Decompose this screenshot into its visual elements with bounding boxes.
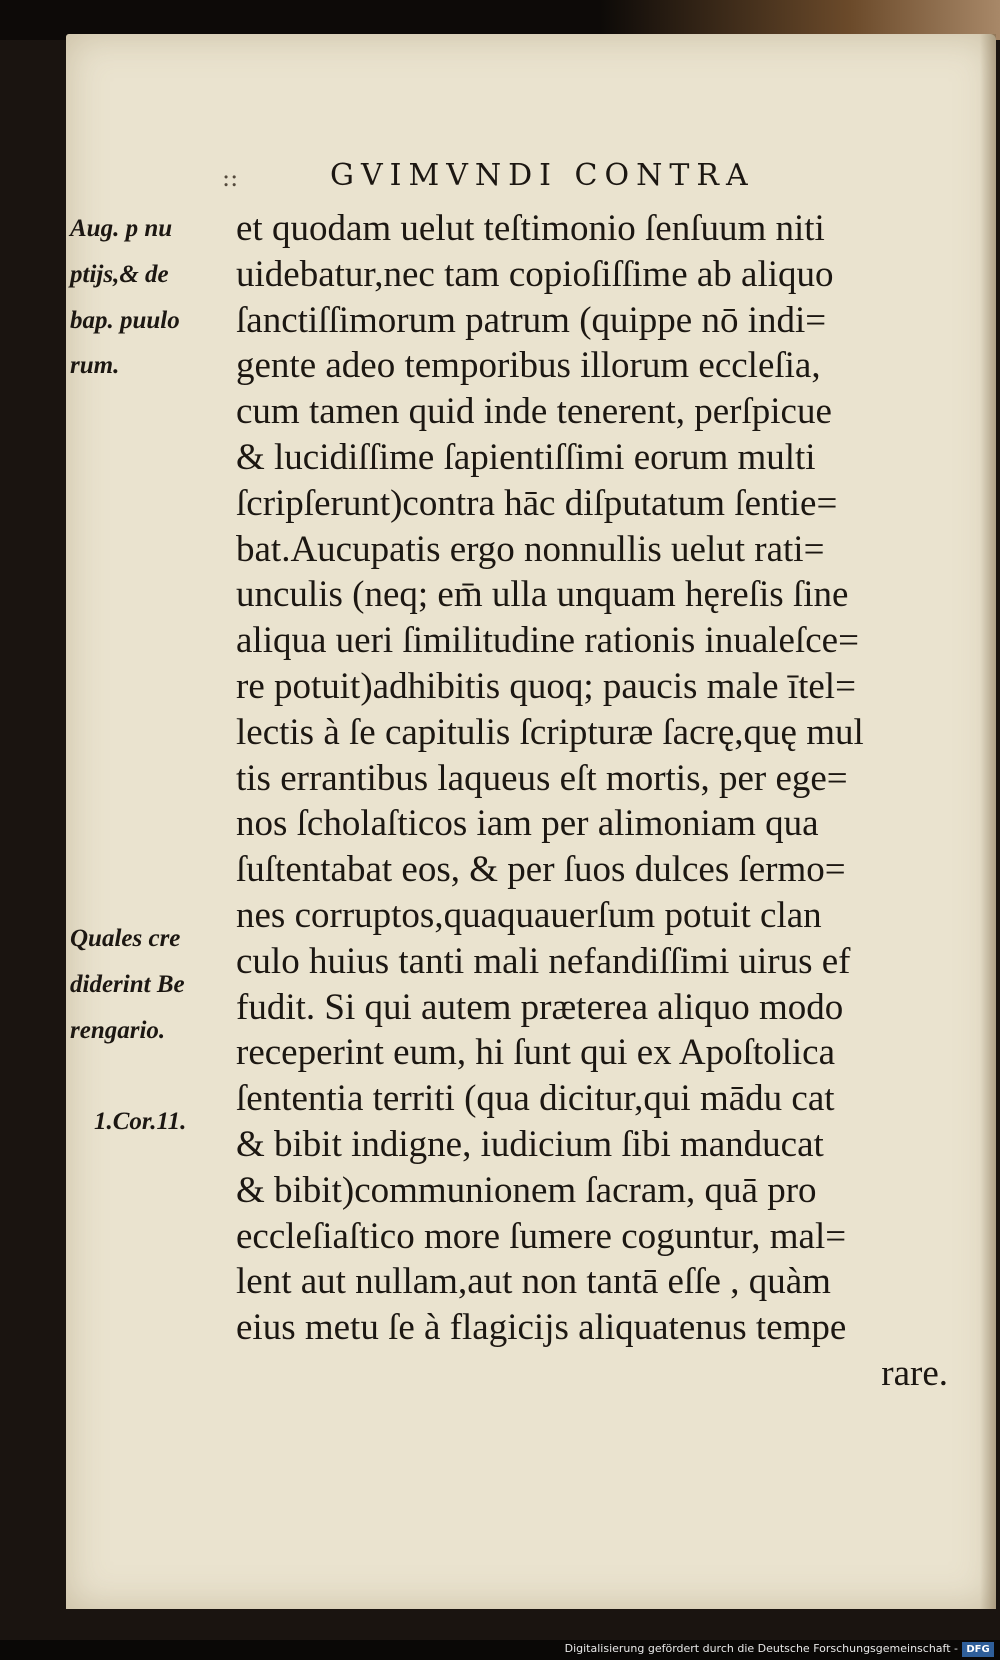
margin-note-line: rengario. [70, 1016, 166, 1044]
text-line: & bibit indigne, iudicium ſibi manducat [236, 1123, 824, 1165]
text-line: cum tamen quid inde tenerent, perſpicue [236, 391, 832, 433]
text-line: unculis (neq; em̄ ulla unquam hęreſis ſine [236, 574, 849, 616]
margin-note-corinthians [94, 1099, 254, 1145]
text-line: nes corruptos,quaquauerſum potuit clan [236, 894, 822, 936]
text-line: re potuit)adhibitis quoq; paucis male ītel= [236, 665, 856, 707]
body-text [236, 206, 956, 1397]
text-line: gente adeo temporibus illorum eccleſia, [236, 345, 821, 387]
text-line: eccleſiaſtico more ſumere coguntur, mal= [236, 1215, 847, 1257]
text-line: ſuſtentabat eos, & per ſuos dulces ſermo= [236, 849, 846, 891]
text-line: lent aut nullam,aut non tantā eſſe , quàm [236, 1261, 831, 1303]
text-line: receperint eum, hi ſunt qui ex Apoſtolica [236, 1032, 836, 1074]
text-line: fudit. Si qui autem præterea aliquo modo [236, 986, 844, 1028]
margin-note-line: 1.Cor.11. [94, 1108, 187, 1135]
text-line: et quodam uelut teſtimonio ſenſuum niti [236, 208, 825, 249]
digitization-credit: Digitalisierung gefördert durch die Deutsche Forschungsgemeinschaft - [564, 1642, 958, 1655]
dfg-logo: DFG [962, 1642, 994, 1657]
text-line: ſententia territi (qua dicitur,qui mādu cat [236, 1078, 835, 1120]
text-line: ſcripſerunt)contra hāc diſputatum ſentie= [236, 482, 838, 524]
margin-note-augustine [70, 206, 230, 389]
text-line: eius metu ſe à flagicijs aliquatenus tempe [236, 1307, 847, 1349]
text-line: & lucidiſſime ſapientiſſimi eorum multi [236, 436, 816, 478]
running-title: GVIMVNDI CONTRA [330, 158, 755, 193]
margin-note-line: Aug. p nu [70, 215, 173, 242]
last-line: rare. [881, 1352, 948, 1394]
margin-note-line: rum. [70, 352, 120, 380]
text-line: nos ſcholaſticos iam per alimoniam qua [236, 803, 819, 845]
text-line: culo huius tanti mali nefandiſſimi uirus ef [236, 940, 851, 982]
text-line: bat.Aucupatis ergo nonnullis uelut rati= [236, 528, 825, 570]
text-line: ſanctiſſimorum patrum (quippe nō indi= [236, 299, 827, 341]
margin-note-line: bap. puulo [70, 306, 180, 334]
text-line: uidebatur,nec tam copioſiſſime ab aliquo [236, 253, 834, 295]
margin-note-line: Quales cre [70, 925, 181, 952]
text-line: lectis à ſe capitulis ſcripturæ ſacrę,quę mul [236, 711, 864, 753]
header-mark: :: [222, 164, 239, 192]
text-line: aliqua ueri ſimilitudine rationis inualeſce= [236, 620, 859, 662]
text-line: & bibit)communionem ſacram, quā pro [236, 1169, 817, 1211]
margin-note-line: diderint Be [70, 970, 185, 998]
margin-note-berengario [70, 916, 230, 1053]
margin-note-line: ptijs,& de [70, 260, 169, 288]
text-line: tis errantibus laqueus eſt mortis, per ege= [236, 757, 848, 799]
